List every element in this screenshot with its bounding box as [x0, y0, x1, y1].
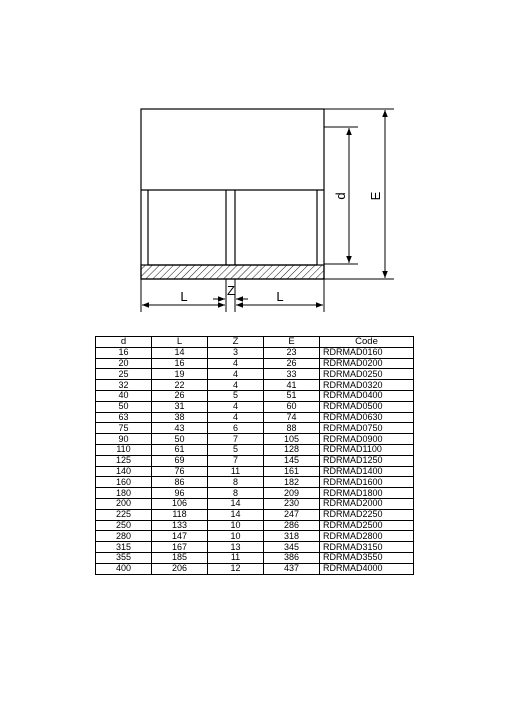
d-cell: 25	[96, 369, 152, 380]
d-cell: 355	[96, 552, 152, 563]
code-cell: RDRMAD2800	[320, 531, 414, 542]
code-cell: RDRMAD2250	[320, 509, 414, 520]
header-L: L	[152, 337, 208, 348]
z-cell: 10	[208, 531, 264, 542]
table-row	[96, 455, 414, 466]
table-row	[96, 380, 414, 391]
l-cell: 206	[152, 563, 208, 574]
table-row	[96, 347, 414, 358]
header-Z: Z	[208, 337, 264, 348]
table-row	[96, 434, 414, 445]
code-cell: RDRMAD0200	[320, 358, 414, 369]
dimension-d-label: d	[333, 192, 348, 200]
l-cell: 22	[152, 380, 208, 391]
e-cell: 386	[264, 552, 320, 563]
e-cell: 26	[264, 358, 320, 369]
e-cell: 345	[264, 542, 320, 553]
l-cell: 43	[152, 423, 208, 434]
l-cell: 26	[152, 390, 208, 401]
l-cell: 76	[152, 466, 208, 477]
l-cell: 185	[152, 552, 208, 563]
e-cell: 286	[264, 520, 320, 531]
e-cell: 41	[264, 380, 320, 391]
e-cell: 51	[264, 390, 320, 401]
d-cell: 16	[96, 347, 152, 358]
d-cell: 32	[96, 380, 152, 391]
z-cell: 4	[208, 412, 264, 423]
z-cell: 10	[208, 520, 264, 531]
l-cell: 31	[152, 401, 208, 412]
z-cell: 4	[208, 369, 264, 380]
l-cell: 50	[152, 434, 208, 445]
l-cell: 133	[152, 520, 208, 531]
dimension-L-left-label: L	[180, 289, 188, 304]
l-cell: 106	[152, 498, 208, 509]
table-row	[96, 542, 414, 553]
d-cell: 400	[96, 563, 152, 574]
code-cell: RDRMAD1600	[320, 477, 414, 488]
fitting-body	[141, 109, 324, 279]
table-row	[96, 412, 414, 423]
l-cell: 19	[152, 369, 208, 380]
z-cell: 8	[208, 477, 264, 488]
e-cell: 318	[264, 531, 320, 542]
l-cell: 14	[152, 347, 208, 358]
z-cell: 11	[208, 466, 264, 477]
z-cell: 11	[208, 552, 264, 563]
e-cell: 128	[264, 444, 320, 455]
e-cell: 182	[264, 477, 320, 488]
d-cell: 140	[96, 466, 152, 477]
d-cell: 315	[96, 542, 152, 553]
e-cell: 145	[264, 455, 320, 466]
d-cell: 160	[96, 477, 152, 488]
z-cell: 4	[208, 358, 264, 369]
l-cell: 61	[152, 444, 208, 455]
z-cell: 4	[208, 380, 264, 391]
e-cell: 74	[264, 412, 320, 423]
d-cell: 125	[96, 455, 152, 466]
table-row	[96, 477, 414, 488]
e-cell: 209	[264, 488, 320, 499]
l-cell: 86	[152, 477, 208, 488]
z-cell: 5	[208, 390, 264, 401]
table-row	[96, 563, 414, 574]
l-cell: 167	[152, 542, 208, 553]
code-cell: RDRMAD2000	[320, 498, 414, 509]
code-cell: RDRMAD0500	[320, 401, 414, 412]
d-cell: 200	[96, 498, 152, 509]
d-cell: 40	[96, 390, 152, 401]
l-cell: 69	[152, 455, 208, 466]
l-cell: 16	[152, 358, 208, 369]
header-d: d	[96, 337, 152, 348]
e-cell: 437	[264, 563, 320, 574]
z-cell: 13	[208, 542, 264, 553]
d-cell: 110	[96, 444, 152, 455]
z-cell: 3	[208, 347, 264, 358]
code-cell: RDRMAD1800	[320, 488, 414, 499]
table-row	[96, 401, 414, 412]
d-cell: 280	[96, 531, 152, 542]
table-row	[96, 423, 414, 434]
z-cell: 14	[208, 509, 264, 520]
section-hatch	[141, 265, 324, 279]
dimension-Z-label: Z	[227, 283, 235, 298]
z-cell: 8	[208, 488, 264, 499]
code-cell: RDRMAD2500	[320, 520, 414, 531]
header-E: E	[264, 337, 320, 348]
table-row	[96, 488, 414, 499]
d-cell: 180	[96, 488, 152, 499]
d-cell: 63	[96, 412, 152, 423]
code-cell: RDRMAD1250	[320, 455, 414, 466]
table-row	[96, 531, 414, 542]
code-cell: RDRMAD0250	[320, 369, 414, 380]
d-cell: 75	[96, 423, 152, 434]
code-cell: RDRMAD0400	[320, 390, 414, 401]
d-cell: 20	[96, 358, 152, 369]
e-cell: 23	[264, 347, 320, 358]
d-cell: 90	[96, 434, 152, 445]
d-cell: 225	[96, 509, 152, 520]
l-cell: 118	[152, 509, 208, 520]
l-cell: 147	[152, 531, 208, 542]
code-cell: RDRMAD0160	[320, 347, 414, 358]
e-cell: 105	[264, 434, 320, 445]
table-row	[96, 552, 414, 563]
z-cell: 6	[208, 423, 264, 434]
table-header-row	[96, 337, 414, 348]
d-cell: 50	[96, 401, 152, 412]
l-cell: 38	[152, 412, 208, 423]
code-cell: RDRMAD1100	[320, 444, 414, 455]
l-cell: 96	[152, 488, 208, 499]
code-cell: RDRMAD0320	[320, 380, 414, 391]
e-cell: 230	[264, 498, 320, 509]
table-row	[96, 358, 414, 369]
e-cell: 161	[264, 466, 320, 477]
z-cell: 14	[208, 498, 264, 509]
dimension-table	[95, 336, 414, 575]
table-row	[96, 390, 414, 401]
z-cell: 7	[208, 434, 264, 445]
code-cell: RDRMAD0900	[320, 434, 414, 445]
z-cell: 4	[208, 401, 264, 412]
code-cell: RDRMAD1400	[320, 466, 414, 477]
header-code: Code	[320, 337, 414, 348]
table-body	[96, 347, 414, 574]
e-cell: 33	[264, 369, 320, 380]
table-row	[96, 498, 414, 509]
table-row	[96, 444, 414, 455]
table-row	[96, 466, 414, 477]
z-cell: 12	[208, 563, 264, 574]
dimension-E-label: E	[368, 191, 383, 201]
z-cell: 5	[208, 444, 264, 455]
e-cell: 247	[264, 509, 320, 520]
z-cell: 7	[208, 455, 264, 466]
table-row	[96, 509, 414, 520]
d-cell: 250	[96, 520, 152, 531]
table-row	[96, 369, 414, 380]
dimension-L-right-label: L	[276, 289, 284, 304]
code-cell: RDRMAD0750	[320, 423, 414, 434]
table-row	[96, 520, 414, 531]
code-cell: RDRMAD3150	[320, 542, 414, 553]
e-cell: 60	[264, 401, 320, 412]
code-cell: RDRMAD0630	[320, 412, 414, 423]
code-cell: RDRMAD4000	[320, 563, 414, 574]
code-cell: RDRMAD3550	[320, 552, 414, 563]
e-cell: 88	[264, 423, 320, 434]
